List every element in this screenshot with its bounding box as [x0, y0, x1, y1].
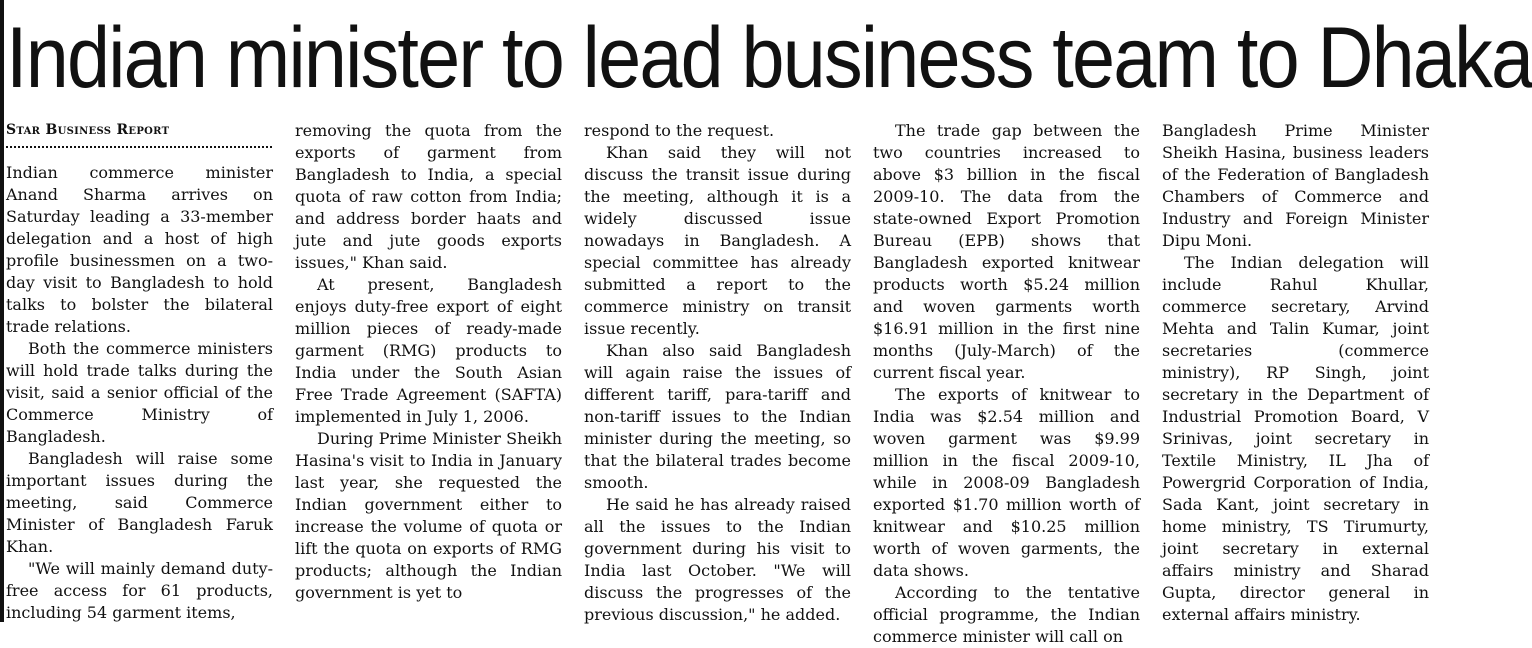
article-paragraph: Khan also said Bangladesh will again raise the issues of different tariff, para-tariff and non-tariff issues to the Indian minister during the meeting, so that the bilateral trades become smooth.: [584, 341, 851, 492]
column-1: [6, 120, 273, 622]
article-paragraph: Khan said they will not discuss the transit issue during the meeting, although it is a widely discussed issue nowadays in Bangladesh. A special committee has already submitted a report to the commerce ministry on transit issue recently.: [584, 143, 851, 338]
article-paragraph: At present, Bangladesh enjoys duty-free export of eight million pieces of ready-made garment (RMG) products to India under the South Asian Free Trade Agreement (SAFTA) implemented in July 1, 2006.: [295, 275, 562, 426]
article-paragraph: Bangladesh will raise some important issues during the meeting, said Commerce Minister of Bangladesh Faruk Khan.: [6, 449, 273, 556]
article-paragraph: removing the quota from the exports of garment from Bangladesh to India, a special quota of raw cotton from India; and address border haats and jute and jute goods exports issues," Khan said.: [295, 121, 562, 272]
article-paragraph: The exports of knitwear to India was $2.54 million and woven garment was $9.99 million in the fiscal 2009-10, while in 2008-09 Bangladesh exported $1.70 million worth of knitwear and $10.25 million worth of woven garments, the data shows.: [873, 385, 1140, 580]
article-paragraph: According to the tentative official programme, the Indian commerce minister will call on: [873, 583, 1140, 646]
article-paragraph: "We will mainly demand duty-free access for 61 products, including 54 garment items,: [6, 559, 273, 622]
article-body: [6, 120, 1431, 646]
byline-divider: [6, 140, 272, 148]
article-paragraph: Indian commerce minister Anand Sharma arrives on Saturday leading a 33-member delegation and a host of high profile businessmen on a two-day visit to Bangladesh to hold talks to bolster the bilateral trade relations.: [6, 163, 273, 336]
column-5: [1162, 120, 1429, 624]
article-paragraph: Both the commerce ministers will hold trade talks during the visit, said a senior official of the Commerce Ministry of Bangladesh.: [6, 339, 273, 446]
article-paragraph: Bangladesh Prime Minister Sheikh Hasina, business leaders of the Federation of Bangladesh Chambers of Commerce and Industry and Foreign Minister Dipu Moni.: [1162, 121, 1429, 250]
column-2: [295, 120, 562, 616]
article-paragraph: respond to the request.: [584, 121, 775, 140]
article-paragraph: The Indian delegation will include Rahul Khullar, commerce secretary, Arvind Mehta and Talin Kumar, joint secretaries (commerce ministry), RP Singh, joint secretary in the Department of Industrial Promotion Board, V Srinivas, joint secretary in Textile Ministry, IL Jha of Powergrid Corporation of India, Sada Kant, joint secretary in home ministry, TS Tirumurty, joint secretary in external affairs ministry and Sharad Gupta, director general in external affairs ministry.: [1162, 253, 1429, 624]
article-paragraph: He said he has already raised all the issues to the Indian government during his visit to India last October. "We will discuss the progresses of the previous discussion," he added.: [584, 495, 851, 624]
column-4: [873, 120, 1140, 646]
page-edge-rule: [0, 0, 4, 622]
byline: Star Business Report: [6, 122, 170, 138]
article-paragraph: During Prime Minister Sheikh Hasina's visit to India in January last year, she requested the Indian government either to increase the volume of quota or lift the quota on exports of RMG products; although the Indian government is yet to: [295, 429, 562, 602]
headline: Indian minister to lead business team to Dhaka: [6, 10, 1532, 106]
column-3: [584, 120, 851, 624]
article-paragraph: The trade gap between the two countries increased to above $3 billion in the fiscal 2009-10. The data from the state-owned Export Promotion Bureau (EPB) shows that Bangladesh exported knitwear products worth $5.24 million and woven garments worth $16.91 million in the first nine months (July-March) of the current fiscal year.: [873, 121, 1140, 382]
